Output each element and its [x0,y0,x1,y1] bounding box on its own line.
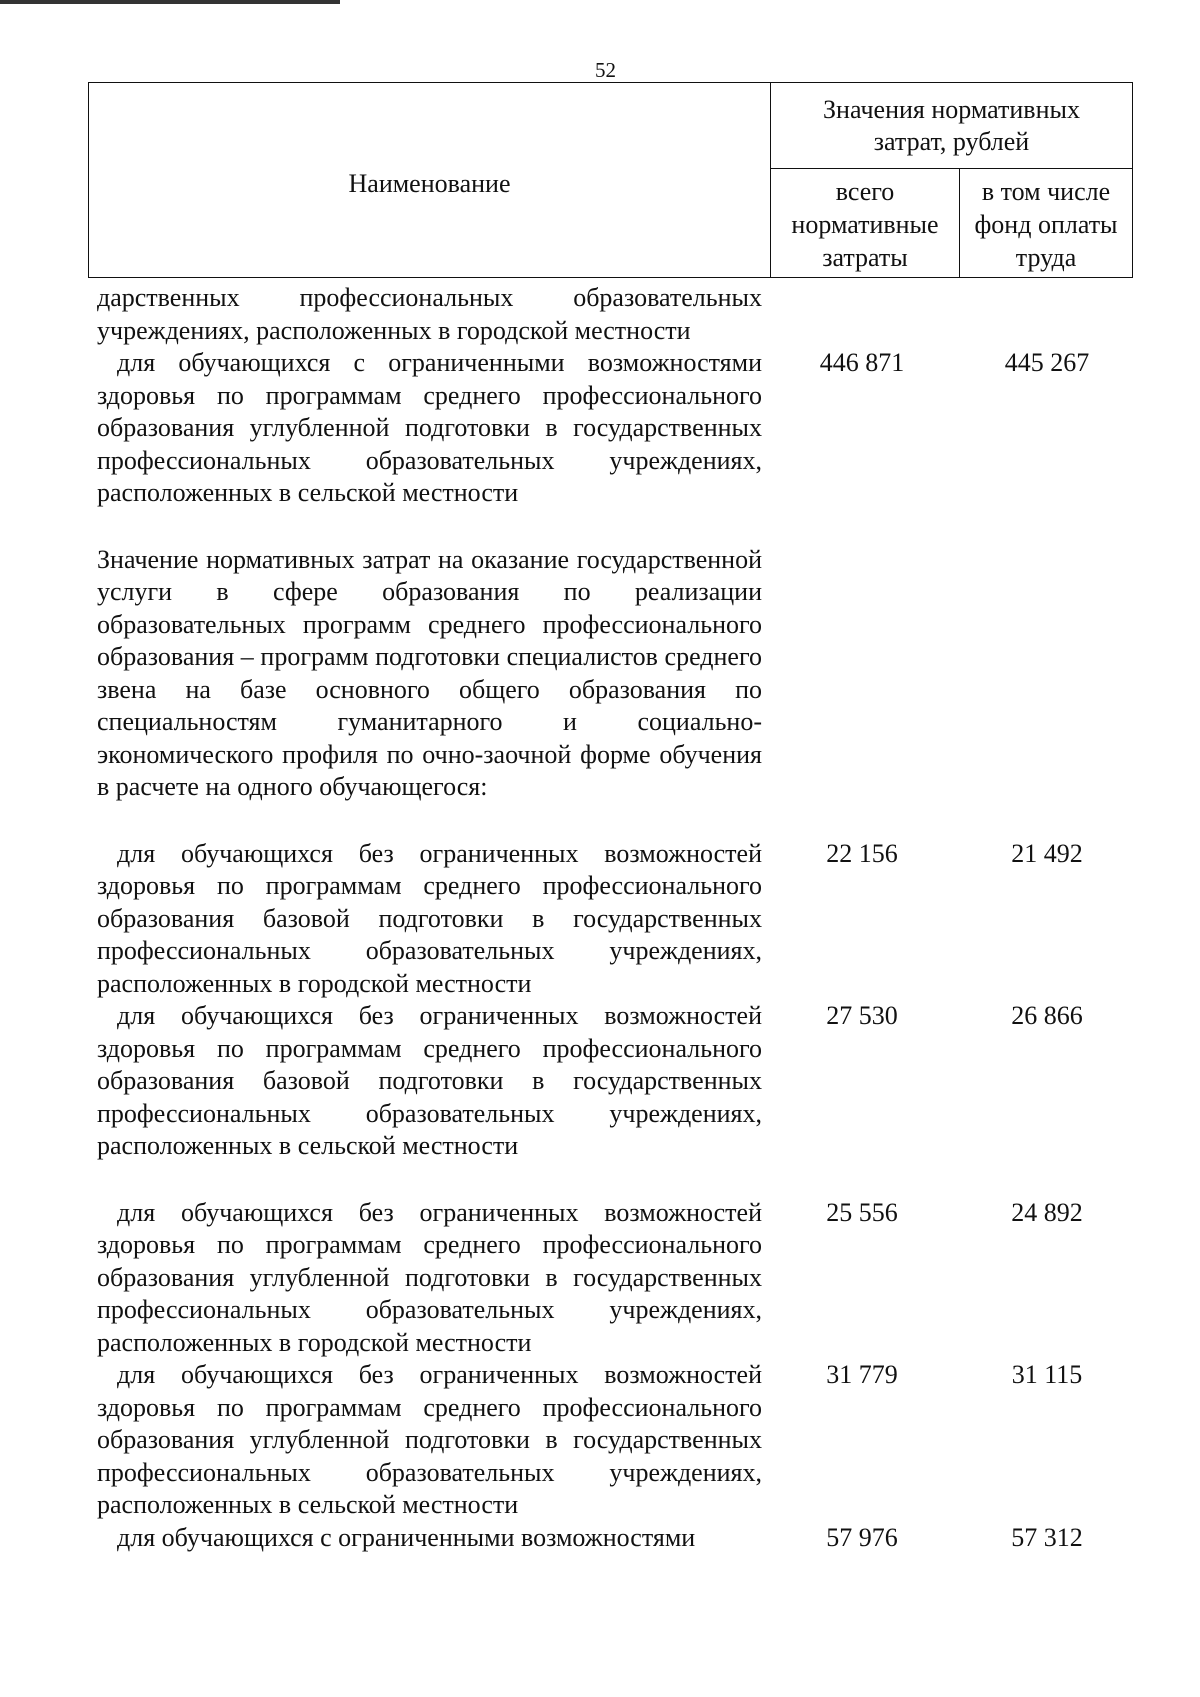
header-values-column: Значения нормативных затрат, рублей [771,83,1132,169]
table-row [97,347,1137,510]
row-payroll: 445 267 [1004,348,1090,377]
row-total: 27 530 [826,1001,898,1030]
table-row [97,838,1137,1001]
row-text: дарственных профессиональных образовательных учреждениях, расположенных в городской местности [97,283,762,345]
row-total: 446 871 [819,348,905,377]
row-text: для обучающихся с ограниченными возможностями [117,1522,696,1552]
row-payroll: 26 866 [1011,1001,1083,1030]
top-rule [0,0,340,4]
row-total [767,282,957,347]
row-total: 25 556 [826,1197,898,1227]
header-payroll-column: в том числе фонд оплаты труда [974,177,1118,272]
row-payroll: 57 312 [1011,1522,1083,1552]
table-row [97,544,1137,804]
row-payroll [957,544,1137,804]
row-text: для обучающихся без ограниченных возможностей здоровья по программам среднего профессионального образования углубленной подготовки в государственных профессиональных образовательных учреждениях, расположенных в городской местности [97,1197,762,1357]
row-text: для обучающихся без ограниченных возможностей здоровья по программам среднего профессионального образования базовой подготовки в государственных профессиональных образовательных учреждениях, расположенных в городской местности [97,838,762,998]
page-number: 52 [595,58,616,82]
row-payroll: 31 115 [1011,1360,1083,1389]
row-payroll: 24 892 [1011,1197,1083,1227]
header-total-column: всего нормативные затраты [771,169,960,277]
table-row [97,1522,1137,1555]
row-text: для обучающихся с ограниченными возможностями здоровья по программам среднего профессионального образования углубленной подготовки в государственных профессиональных образовательных учреждениях, расположенных в сельской местности [97,348,762,507]
table-row [97,1197,1137,1360]
row-text: для обучающихся без ограниченных возможностей здоровья по программам среднего профессионального образования базовой подготовки в государственных профессиональных образовательных учреждениях, расположенных в сельской местности [97,1001,762,1160]
table-row [97,1000,1137,1163]
row-total [767,544,957,804]
table-body [97,282,1137,1554]
table-row [97,282,1137,347]
table-row [97,1359,1137,1522]
row-total: 57 976 [826,1522,898,1552]
header-name-column: Наименование [89,83,771,277]
row-text: для обучающихся без ограниченных возможностей здоровья по программам среднего профессионального образования углубленной подготовки в государственных профессиональных образовательных учреждениях, расположенных в сельской местности [97,1360,762,1519]
table-header [88,82,1133,278]
row-payroll [957,282,1137,347]
row-total: 22 156 [826,838,898,868]
row-payroll: 21 492 [1011,838,1083,868]
row-text: Значение нормативных затрат на оказание государственной услуги в сфере образования по реализации образовательных программ среднего профессионального образования – программ подготовки специалистов среднего звена на базе основного общего образования по специальностям гуманитарного и социально-экономического профиля по очно-заочной форме обучения в расчете на одного обучающегося: [97,544,762,801]
row-total: 31 779 [826,1360,898,1389]
